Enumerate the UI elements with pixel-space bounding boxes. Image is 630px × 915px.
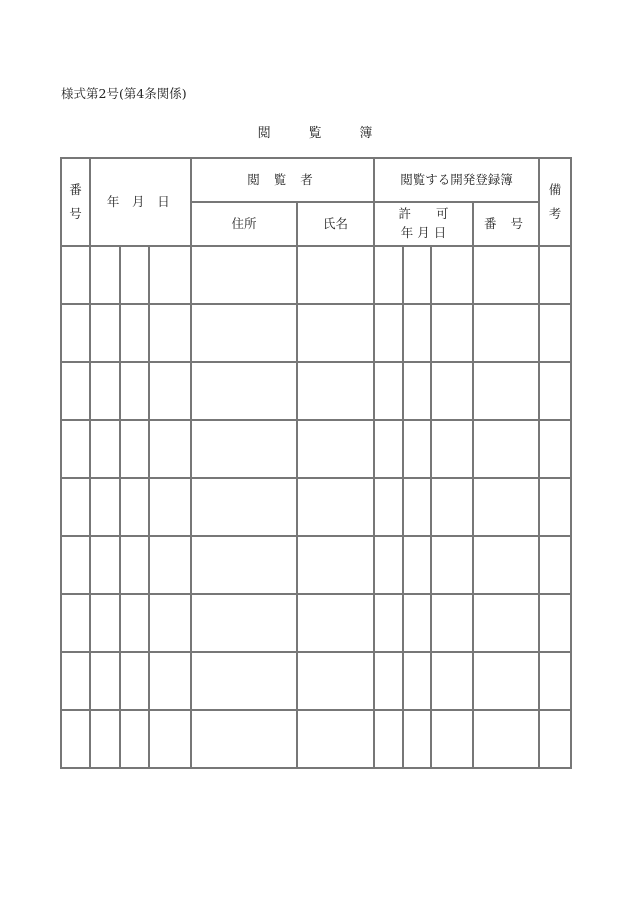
table-cell [473,652,539,710]
header-date: 年 月 日 [90,158,191,246]
table-cell [431,710,473,768]
table-cell [431,594,473,652]
table-cell [403,710,431,768]
table-cell [90,478,120,536]
table-cell [403,420,431,478]
table-cell [61,652,90,710]
table-cell [539,652,571,710]
table-cell [191,304,297,362]
table-cell [374,710,403,768]
table-cell [120,478,149,536]
table-cell [149,710,191,768]
table-cell [539,536,571,594]
table-cell [191,594,297,652]
table-cell [431,246,473,304]
table-cell [473,536,539,594]
table-cell [297,594,374,652]
table-row [61,246,571,304]
table-cell [374,420,403,478]
table-row [61,362,571,420]
table-cell [403,304,431,362]
table-cell [297,536,374,594]
header-register-number: 番 号 [473,202,539,246]
table-cell [149,362,191,420]
table-cell [149,594,191,652]
table-cell [149,420,191,478]
table-cell [120,536,149,594]
table-cell [149,304,191,362]
header-viewer-name: 氏名 [297,202,374,246]
form-number-label: 様式第2号(第4条関係) [61,86,187,101]
table-cell [149,478,191,536]
table-cell [431,652,473,710]
table-cell [120,710,149,768]
table-cell [149,246,191,304]
table-cell [191,536,297,594]
table-cell [191,652,297,710]
table-cell [191,420,297,478]
table-cell [120,304,149,362]
table-cell [473,710,539,768]
table-cell [90,362,120,420]
table-cell [191,362,297,420]
table-cell [90,536,120,594]
table-cell [374,652,403,710]
header-viewer: 閲 覧 者 [191,158,374,202]
table-cell [297,710,374,768]
table-row [61,420,571,478]
header-remarks: 備 考 [539,158,571,246]
table-cell [297,246,374,304]
table-cell [374,536,403,594]
table-cell [61,536,90,594]
table-cell [61,710,90,768]
table-cell [61,304,90,362]
table-cell [539,362,571,420]
table-cell [61,594,90,652]
table-cell [539,420,571,478]
table-cell [297,362,374,420]
header-number: 番 号 [61,158,90,246]
table-cell [403,652,431,710]
table-cell [90,246,120,304]
register-table [60,157,572,769]
table-cell [374,246,403,304]
table-cell [90,652,120,710]
table-cell [120,594,149,652]
table-cell [431,420,473,478]
table-row [61,536,571,594]
table-cell [539,246,571,304]
table-cell [374,478,403,536]
table-cell [90,420,120,478]
table-cell [61,420,90,478]
table-cell [120,652,149,710]
table-row [61,652,571,710]
table-cell [403,246,431,304]
document-title: 閲 覧 簿 [257,126,390,141]
table-cell [90,304,120,362]
table-cell [149,536,191,594]
table-cell [374,594,403,652]
table-row [61,594,571,652]
table-cell [539,594,571,652]
table-cell [431,362,473,420]
table-cell [191,478,297,536]
table-cell [120,362,149,420]
table-cell [473,594,539,652]
table-cell [473,478,539,536]
table-cell [539,304,571,362]
table-cell [191,710,297,768]
table-cell [539,478,571,536]
header-viewer-address: 住所 [191,202,297,246]
table-cell [374,304,403,362]
table-cell [61,478,90,536]
table-cell [403,536,431,594]
table-cell [431,478,473,536]
table-cell [61,362,90,420]
table-cell [473,420,539,478]
table-cell [297,420,374,478]
header-register: 閲覧する開発登録簿 [374,158,539,202]
table-cell [403,594,431,652]
table-cell [61,246,90,304]
table-cell [403,362,431,420]
table-cell [120,246,149,304]
table-cell [297,652,374,710]
table-cell [374,362,403,420]
table-row [61,304,571,362]
table-cell [120,420,149,478]
table-cell [297,478,374,536]
table-cell [90,594,120,652]
table-cell [473,246,539,304]
table-cell [431,304,473,362]
table-cell [539,710,571,768]
header-permit-date: 許 可 年 月 日 [374,202,473,246]
table-cell [403,478,431,536]
table-row [61,710,571,768]
table-cell [149,652,191,710]
table-cell [431,536,473,594]
table-cell [90,710,120,768]
table-cell [473,362,539,420]
table-cell [297,304,374,362]
table-cell [191,246,297,304]
table-cell [473,304,539,362]
table-row [61,478,571,536]
